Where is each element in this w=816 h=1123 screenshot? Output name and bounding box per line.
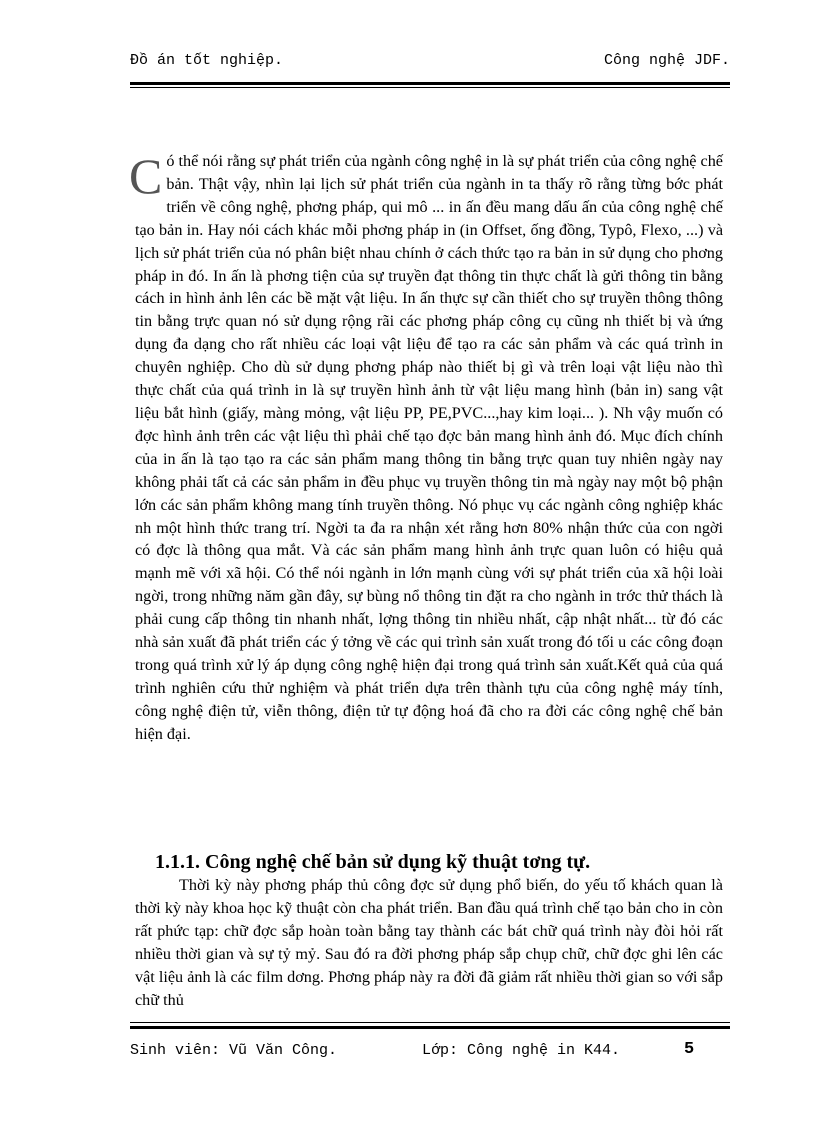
- footer-rule-thick: [130, 1026, 730, 1029]
- intro-text: ó thể nói rằng sự phát triển của ngành công nghệ in là sự phát triển của công nghệ chế bản. Thật vậy, nhìn lại lịch sử phát triển của ngành in ta thấy rõ rằng từng bớc phát triển về công nghệ, phơng pháp, qui mô ... in ấn đều mang dấu ấn của công nghệ chế tạo bản in. Hay nói cách khác mỗi phơng pháp in (in Offset, ống đồng, Typô, Flexo, ...) và lịch sử phát triển của nó phân biệt nhau chính ở cách thức tạo ra bản in sử dụng cho phơng pháp in đó. In ấn là phơng tiện của sự truyền đạt thông tin thực chất là gửi thông tin bằng cách in hình ảnh lên các bề mặt vật liệu. In ấn thực sự cần thiết cho sự truyền thông thông tin bằng trực quan nó sử dụng rộng rãi các phơng pháp công cụ cũng nh thiết bị và ứng dụng đa dạng cho rất nhiều các loại vật liệu để tạo ra các sản phẩm và các quá trình in chuyên nghiệp. Cho dù sử dụng phơng pháp nào thiết bị gì và trên loại vật liệu nào thì thực chất của quá trình in là sự truyền hình ảnh từ vật liệu mang hình (bản in) sang vật liệu bắt hình (giấy, màng mỏng, vật liệu PP, PE,PVC...,hay kim loại... ). Nh vậy muốn có đợc hình ảnh trên các vật liệu thì phải chế tạo đợc bản mang hình ảnh đó. Mục đích chính của in ấn là tạo tạo ra các sản phẩm mang thông tin bằng trực quan tuy nhiên ngày nay không phải tất cả các sản phẩm in đều phục vụ truyền thông tin mà ngày nay một bộ phận lớn các sản phẩm không mang tính truyền thông. Nó phục vụ các ngành công nghiệp khác nh một hình thức trang trí. Ngời ta đa ra nhận xét rằng hơn 80% nhận thức của con ngời có đợc là thông qua mắt. Và các sản phẩm mang hình ảnh trực quan luôn có hiệu quả mạnh mẽ với xã hội. Có thể nói ngành in lớn mạnh cùng với sự phát triển của xã hội loài ngời, trong những năm gần đây, sự bùng nổ thông tin đặt ra cho ngành in trớc thử thách là phải cung cấp thông tin nhanh nhất, lợng thông tin nhiều nhất, cập nhật nhất... từ đó các nhà sản xuất đã phát triển các ý tởng về các qui trình sản xuất trong đó tối u các công đoạn trong quá trình xử lý áp dụng công nghệ hiện đại trong quá trình sản xuất.Kết quả của quá trình nghiên cứu thử nghiệm và phát triển dựa trên thành tựu của công nghệ máy tính, công nghệ điện tử, viễn thông, điện tử tự động hoá đã cho ra đời các công nghệ chế bản hiện đại.: [135, 152, 723, 743]
- header-rule-thin: [130, 87, 730, 88]
- page-header: [130, 52, 730, 74]
- header-rule-thick: [130, 82, 730, 85]
- footer-class: Lớp: Công nghệ in K44.: [422, 1042, 621, 1059]
- page-number: 5: [684, 1040, 695, 1059]
- section-text: Thời kỳ này phơng pháp thủ công đợc sử dụng phổ biến, do yếu tố khách quan là thời kỳ này khoa học kỹ thuật còn cha phát triển. Ban đầu quá trình chế tạo bản cho in còn rất phức tạp: chữ đợc sắp hoàn toàn bằng tay thành các bát chữ quá trình này đòi hỏi rất nhiều thời gian và sự tỷ mỷ. Sau đó ra đời phơng pháp sắp chụp chữ, chữ đợc ghi lên các vật liệu ảnh là các film dơng. Phơng pháp này ra đời đã giảm rất nhiều thời gian so với sắp chữ thủ: [135, 876, 723, 1009]
- header-left: Đồ án tốt nghiệp.: [130, 52, 284, 69]
- page-footer: [130, 1042, 730, 1064]
- footer-student: Sinh viên: Vũ Văn Công.: [130, 1042, 338, 1059]
- drop-cap: C: [129, 148, 163, 204]
- header-right: Công nghệ JDF.: [603, 52, 730, 69]
- intro-paragraph: [129, 148, 723, 746]
- section-heading: 1.1.1. Công nghệ chế bản sử dụng kỹ thuật tơng tự.: [155, 851, 591, 873]
- footer-rule-thin: [130, 1022, 730, 1023]
- section-paragraph: [135, 874, 723, 1011]
